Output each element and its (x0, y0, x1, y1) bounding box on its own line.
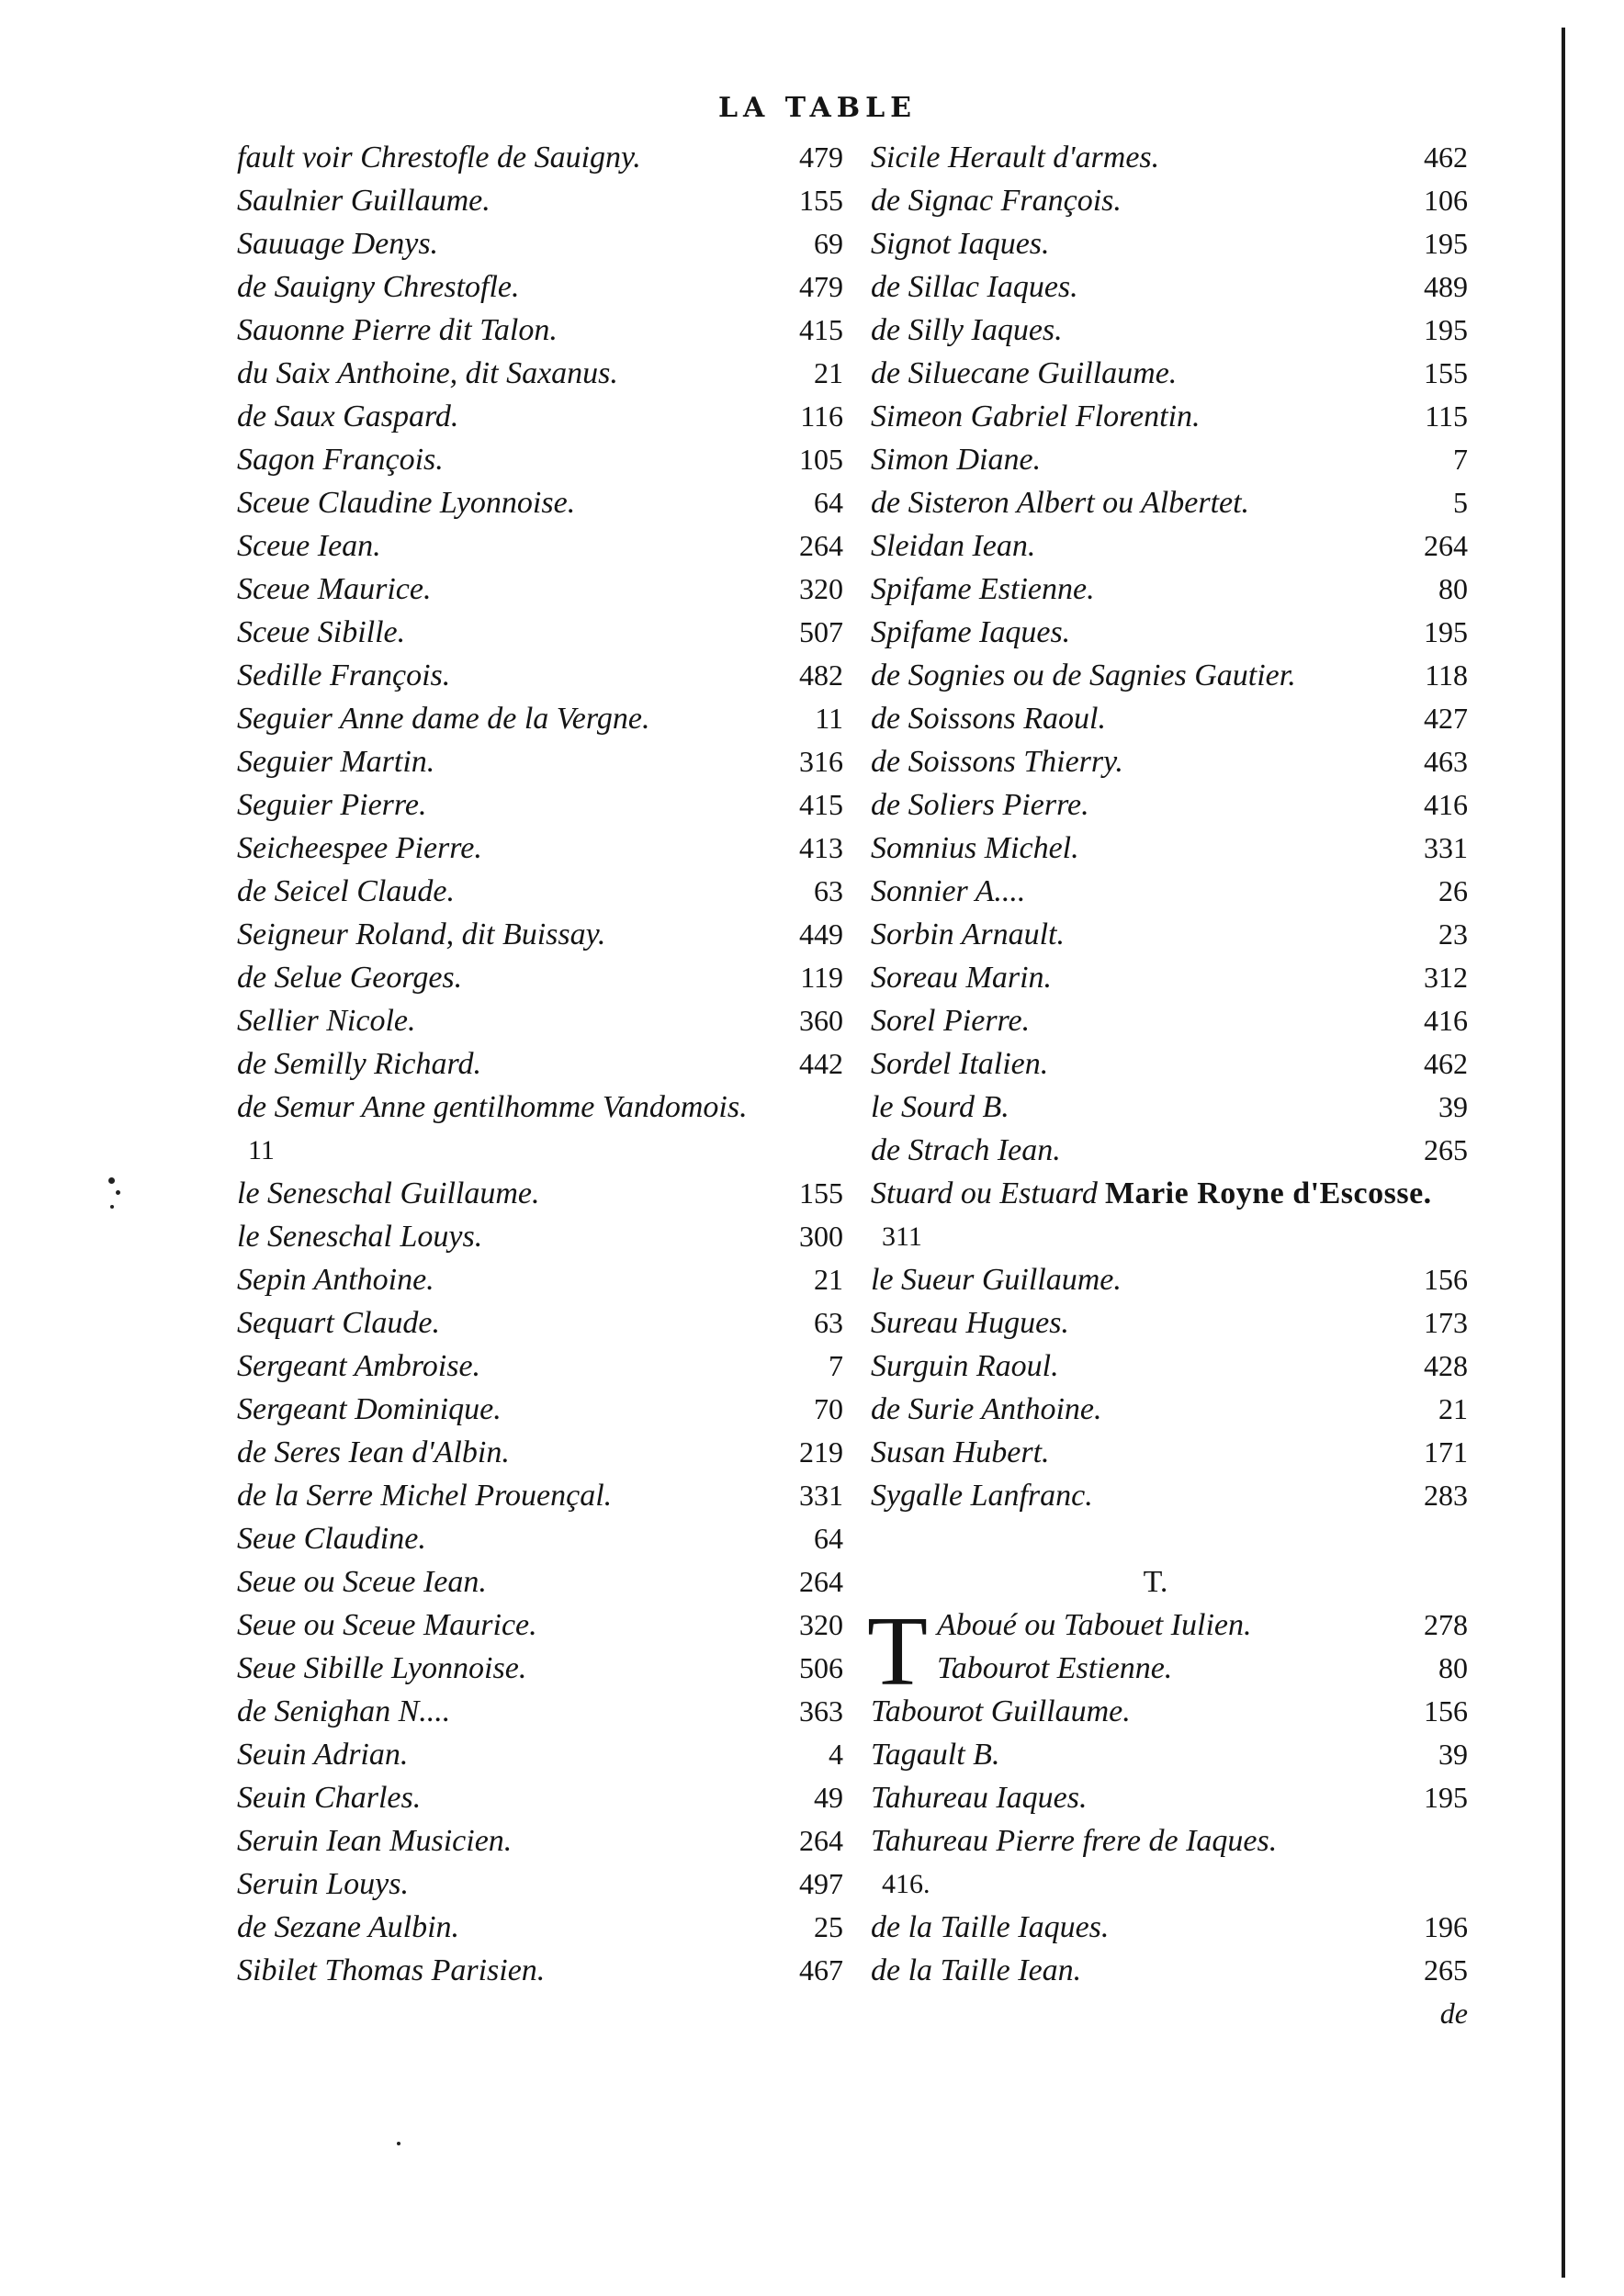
index-entry (871, 999, 1468, 1042)
entry-page-number: 264 (799, 1565, 843, 1598)
index-entry (237, 1258, 843, 1301)
entry-name: Seguier Martin. (237, 745, 435, 779)
entry-page-number: 331 (799, 1479, 843, 1512)
entry-page-number: 156 (1424, 1263, 1468, 1296)
index-entry (871, 1690, 1468, 1733)
entry-name: de Sognies ou de Sagnies Gautier. (871, 658, 1296, 692)
entry-page-number: 449 (799, 917, 843, 951)
entry-name: Seigneur Roland, dit Buissay. (237, 917, 606, 951)
index-entry (871, 1647, 1468, 1690)
entry-page-number: 265 (1424, 1133, 1468, 1166)
entry-page-number: 196 (1424, 1910, 1468, 1943)
ink-speck (397, 2142, 400, 2145)
entry-name-bold: Marie Royne d'Escosse. (1105, 1176, 1432, 1210)
index-entry (871, 1388, 1468, 1431)
entry-page-number: 219 (799, 1435, 843, 1469)
entry-page-number: 442 (799, 1047, 843, 1080)
entry-name: de Selue Georges. (237, 961, 463, 995)
entry-page-number: 39 (1438, 1090, 1468, 1123)
entry-name: de Sezane Aulbin. (237, 1910, 460, 1944)
entry-page-number: 69 (814, 227, 843, 260)
entry-name: Seue Sibille Lyonnoise. (237, 1651, 527, 1685)
entry-name: de Senighan N.... (237, 1694, 451, 1728)
entry-page-number: 320 (799, 572, 843, 605)
entry-page-number: 63 (814, 1306, 843, 1339)
t-entries (871, 1604, 1468, 1992)
index-entry (871, 1129, 1468, 1172)
entry-page-number: 428 (1424, 1349, 1468, 1382)
entry-name: Sleidan Iean. (871, 529, 1036, 563)
entry-name: Sequart Claude. (237, 1306, 440, 1340)
entry-page-number: 507 (799, 615, 843, 648)
entry-name: Tahureau Pierre frere de Iaques. (871, 1824, 1278, 1858)
entry-name: Seruin Iean Musicien. (237, 1824, 513, 1858)
index-entry (237, 1517, 843, 1560)
index-entry (871, 1172, 1468, 1215)
section-t-entries (867, 1597, 1468, 2035)
index-entry (237, 309, 843, 352)
index-entry (237, 1301, 843, 1345)
entry-page-number: 479 (799, 141, 843, 174)
index-entry (871, 524, 1468, 568)
entry-page-number: 11 (815, 702, 843, 735)
entry-page-number: 467 (799, 1953, 843, 1986)
entry-page-number: 155 (1424, 356, 1468, 389)
entry-page-number: 106 (1424, 184, 1468, 217)
index-entry (237, 827, 843, 870)
entry-name: Simeon Gabriel Florentin. (871, 400, 1201, 433)
spacer-row (871, 1517, 1468, 1560)
entry-page-number: 416 (1424, 788, 1468, 821)
entry-page-number: 264 (799, 1824, 843, 1857)
entry-page-number: 7 (1453, 443, 1468, 476)
entry-page-number: 320 (799, 1608, 843, 1641)
entry-name: le Seneschal Guillaume. (237, 1176, 540, 1210)
entry-name: Seruin Louys. (237, 1867, 409, 1901)
index-entry (871, 1258, 1468, 1301)
entry-name: de Sillac Iaques. (871, 270, 1078, 304)
index-entry (871, 956, 1468, 999)
entry-page-number: 506 (799, 1651, 843, 1684)
entry-name: de la Taille Iean. (871, 1953, 1082, 1987)
entry-name: Seue ou Sceue Maurice. (237, 1608, 537, 1642)
index-entry (871, 783, 1468, 827)
entry-name: Sordel Italien. (871, 1047, 1049, 1081)
index-entry (871, 827, 1468, 870)
entry-page-number: 363 (799, 1694, 843, 1728)
entry-name: Signot Iaques. (871, 227, 1050, 261)
entry-name: de Silly Iaques. (871, 313, 1063, 347)
index-entry (871, 1819, 1468, 1863)
entry-name: le Sourd B. (871, 1090, 1009, 1124)
entry-page-number: 118 (1425, 658, 1468, 692)
entry-name: Sicile Herault d'armes. (871, 141, 1160, 174)
entry-page-number: 316 (799, 745, 843, 778)
entry-name: Surguin Raoul. (871, 1349, 1059, 1383)
index-entry (237, 395, 843, 438)
entry-name: Tabourot Estienne. (937, 1651, 1173, 1685)
entry-name: Seuin Charles. (237, 1781, 422, 1815)
ink-speck (108, 1177, 115, 1184)
index-entry (237, 611, 843, 654)
index-entry (237, 913, 843, 956)
entry-name: Tabourot Guillaume. (871, 1694, 1131, 1728)
entry-name: le Sueur Guillaume. (871, 1263, 1122, 1297)
entry-name: du Saix Anthoine, dit Saxanus. (237, 356, 618, 390)
index-entry (871, 179, 1468, 222)
index-entry (237, 1388, 843, 1431)
entry-page-number: 195 (1424, 615, 1468, 648)
index-entry (237, 1863, 843, 1906)
index-entry (237, 783, 843, 827)
entry-name: Sellier Nicole. (237, 1004, 416, 1038)
index-entry (871, 265, 1468, 309)
entry-page-number: 312 (1424, 961, 1468, 994)
entry-name: de Surie Anthoine. (871, 1392, 1102, 1426)
ink-speck (116, 1190, 120, 1195)
index-entry (871, 1474, 1468, 1517)
index-entry (237, 697, 843, 740)
index-entry (237, 179, 843, 222)
entry-name: le Seneschal Louys. (237, 1220, 483, 1254)
index-entry (871, 697, 1468, 740)
entry-page-number: 39 (1438, 1738, 1468, 1771)
entry-page-number: 49 (814, 1781, 843, 1814)
entry-page-number: 264 (799, 529, 843, 562)
entry-name: de Soliers Pierre. (871, 788, 1089, 822)
entry-page-number: 489 (1424, 270, 1468, 303)
entry-page-number: 64 (814, 1522, 843, 1555)
index-entry (237, 956, 843, 999)
entry-page-number: 80 (1438, 572, 1468, 605)
entry-page-number: 64 (814, 486, 843, 519)
entry-name: Sergeant Dominique. (237, 1392, 502, 1426)
entry-name: de la Serre Michel Prouençal. (237, 1479, 613, 1513)
index-entry (871, 309, 1468, 352)
entry-page-number: 155 (799, 184, 843, 217)
entry-name: Sorbin Arnault. (871, 917, 1065, 951)
index-entry (871, 352, 1468, 395)
entry-name: de Sisteron Albert ou Albertet. (871, 486, 1250, 520)
index-entry (871, 1431, 1468, 1474)
entry-page-number: 300 (799, 1220, 843, 1253)
right-column (867, 136, 1468, 2035)
index-entry (871, 1604, 1468, 1647)
entry-name: fault voir Chrestofle de Sauigny. (237, 141, 641, 174)
entry-name: Sonnier A.... (871, 874, 1026, 908)
entry-page-number: 195 (1424, 227, 1468, 260)
index-entry (237, 1776, 843, 1819)
index-entry (871, 395, 1468, 438)
index-entry (237, 1042, 843, 1086)
index-entry (871, 1301, 1468, 1345)
entry-page-number: 278 (1424, 1608, 1468, 1641)
index-entry (871, 740, 1468, 783)
entry-page-number: 156 (1424, 1694, 1468, 1728)
index-entry (871, 1776, 1468, 1819)
entry-continuation (871, 1215, 1468, 1258)
entry-name: Seguier Pierre. (237, 788, 427, 822)
entry-name: Seuin Adrian. (237, 1738, 409, 1772)
catchword: de (1439, 1997, 1468, 2030)
index-entry (237, 1906, 843, 1949)
entry-name: Sauuage Denys. (237, 227, 439, 261)
index-entry (237, 870, 843, 913)
page-header: LA TABLE (717, 92, 918, 124)
entry-name: Sergeant Ambroise. (237, 1349, 481, 1383)
entry-page-number: 63 (814, 874, 843, 907)
index-entry (237, 136, 843, 179)
entry-page-number: 23 (1438, 917, 1468, 951)
entry-page-number: 25 (814, 1910, 843, 1943)
catchword-row (871, 1992, 1468, 2035)
entry-name: Tagault B. (871, 1738, 1000, 1772)
entry-page-number: 21 (814, 1263, 843, 1296)
entry-page-number: 283 (1424, 1479, 1468, 1512)
entry-page-number: 7 (829, 1349, 843, 1382)
index-entry (237, 1949, 843, 1992)
entry-name: 311 (882, 1221, 922, 1252)
entry-name: de Semur Anne gentilhomme Vandomois. (237, 1090, 748, 1124)
entry-name: Sceue Claudine Lyonnoise. (237, 486, 576, 520)
entry-page-number: 462 (1424, 1047, 1468, 1080)
index-entry (871, 1733, 1468, 1776)
index-entry (871, 1042, 1468, 1086)
entry-name: Sorel Pierre. (871, 1004, 1031, 1038)
index-entry (237, 999, 843, 1042)
index-entry (237, 1690, 843, 1733)
entry-name: Sauonne Pierre dit Talon. (237, 313, 558, 347)
entry-name: Seue Claudine. (237, 1522, 426, 1556)
index-entry (871, 611, 1468, 654)
entry-page-number: 195 (1424, 313, 1468, 346)
entry-page-number: 265 (1424, 1953, 1468, 1986)
entry-page-number: 416 (1424, 1004, 1468, 1037)
index-entry (237, 222, 843, 265)
index-entry (237, 1086, 843, 1129)
index-entry (871, 870, 1468, 913)
entry-page-number: 116 (800, 400, 843, 433)
page-edge-rule (1562, 28, 1565, 2278)
entry-name: de Signac François. (871, 184, 1122, 218)
drop-cap: T (867, 1597, 928, 1706)
index-entry (871, 1906, 1468, 1949)
index-entry (871, 438, 1468, 481)
index-entry (237, 265, 843, 309)
index-entry (237, 1560, 843, 1604)
entry-name: de Sauigny Chrestofle. (237, 270, 520, 304)
entry-name: de Seres Iean d'Albin. (237, 1435, 510, 1469)
entry-name: de Seicel Claude. (237, 874, 455, 908)
index-entry (871, 222, 1468, 265)
index-entry (237, 1474, 843, 1517)
entry-name: Seicheespee Pierre. (237, 831, 482, 865)
left-column (237, 136, 843, 1992)
entry-page-number: 4 (829, 1738, 843, 1771)
entry-page-number: 195 (1424, 1781, 1468, 1814)
index-entry (237, 1647, 843, 1690)
entry-page-number: 497 (799, 1867, 843, 1900)
entry-name: 11 (248, 1135, 275, 1165)
entry-name: Sedille François. (237, 658, 451, 692)
entry-name: Spifame Estienne. (871, 572, 1095, 606)
entry-name: Sceue Sibille. (237, 615, 406, 649)
entry-name: Tahureau Iaques. (871, 1781, 1088, 1815)
entry-page-number: 21 (814, 356, 843, 389)
entry-name: de Siluecane Guillaume. (871, 356, 1178, 390)
index-entry (237, 1345, 843, 1388)
index-entry (237, 654, 843, 697)
entry-page-number: 413 (799, 831, 843, 864)
right-entries (871, 136, 1468, 1517)
entry-name: de Semilly Richard. (237, 1047, 481, 1081)
index-entry (237, 438, 843, 481)
index-entry (237, 1431, 843, 1474)
entry-page-number: 105 (799, 443, 843, 476)
entry-page-number: 479 (799, 270, 843, 303)
index-entry (871, 568, 1468, 611)
entry-name: de la Taille Iaques. (871, 1910, 1110, 1944)
index-entry (871, 654, 1468, 697)
index-entry (871, 1949, 1468, 1992)
entry-page-number: 26 (1438, 874, 1468, 907)
entry-continuation (237, 1129, 843, 1172)
index-entry (237, 1819, 843, 1863)
entry-page-number: 427 (1424, 702, 1468, 735)
entry-page-number: 70 (814, 1392, 843, 1425)
section-heading (871, 1560, 1468, 1604)
entry-name: Aboué ou Tabouet Iulien. (937, 1608, 1252, 1642)
entry-name: de Saux Gaspard. (237, 400, 459, 433)
entry-name: de Strach Iean. (871, 1133, 1061, 1167)
entry-page-number: 119 (800, 961, 843, 994)
index-entry (237, 1215, 843, 1258)
ink-speck (110, 1205, 114, 1209)
entry-page-number: 115 (1425, 400, 1468, 433)
entry-page-number: 331 (1424, 831, 1468, 864)
entry-name: Saulnier Guillaume. (237, 184, 491, 218)
entry-name: de Soissons Raoul. (871, 702, 1106, 736)
entry-name: Simon Diane. (871, 443, 1042, 477)
entry-page-number: 5 (1453, 486, 1468, 519)
entry-name: Somnius Michel. (871, 831, 1079, 865)
index-entry (871, 481, 1468, 524)
entry-page-number: 80 (1438, 1651, 1468, 1684)
entry-page-number: 415 (799, 313, 843, 346)
entry-name: Sygalle Lanfranc. (871, 1479, 1093, 1513)
entry-name: Stuard ou Estuard (871, 1176, 1098, 1210)
entry-name: Sagon François. (237, 443, 444, 477)
entry-continuation (871, 1863, 1468, 1906)
index-entry (237, 568, 843, 611)
entry-page-number: 463 (1424, 745, 1468, 778)
section-heading-label: T. (1143, 1565, 1168, 1599)
entry-name: Sceue Maurice. (237, 572, 432, 606)
index-entry (871, 1086, 1468, 1129)
entry-name: de Soissons Thierry. (871, 745, 1123, 779)
entry-page-number: 264 (1424, 529, 1468, 562)
entry-page-number: 462 (1424, 141, 1468, 174)
index-entry (237, 1733, 843, 1776)
index-entry (871, 1345, 1468, 1388)
entry-name: Sepin Anthoine. (237, 1263, 434, 1297)
index-entry (237, 481, 843, 524)
entry-name: Sceue Iean. (237, 529, 381, 563)
entry-page-number: 21 (1438, 1392, 1468, 1425)
entry-page-number: 360 (799, 1004, 843, 1037)
entry-page-number: 171 (1424, 1435, 1468, 1469)
entry-name: Sureau Hugues. (871, 1306, 1069, 1340)
entry-name: 416. (882, 1869, 930, 1899)
entry-page-number: 173 (1424, 1306, 1468, 1339)
entry-name: Soreau Marin. (871, 961, 1053, 995)
entry-name: Spifame Iaques. (871, 615, 1071, 649)
index-entry (237, 524, 843, 568)
entry-page-number: 415 (799, 788, 843, 821)
index-entry (237, 1604, 843, 1647)
entry-name: Seue ou Sceue Iean. (237, 1565, 487, 1599)
index-entry (871, 913, 1468, 956)
index-entry (871, 136, 1468, 179)
entry-name: Seguier Anne dame de la Vergne. (237, 702, 650, 736)
entry-name: Sibilet Thomas Parisien. (237, 1953, 546, 1987)
entry-page-number: 155 (799, 1176, 843, 1210)
entry-name: Susan Hubert. (871, 1435, 1050, 1469)
entry-page-number: 482 (799, 658, 843, 692)
index-entry (237, 352, 843, 395)
index-entry (237, 740, 843, 783)
index-entry (237, 1172, 843, 1215)
